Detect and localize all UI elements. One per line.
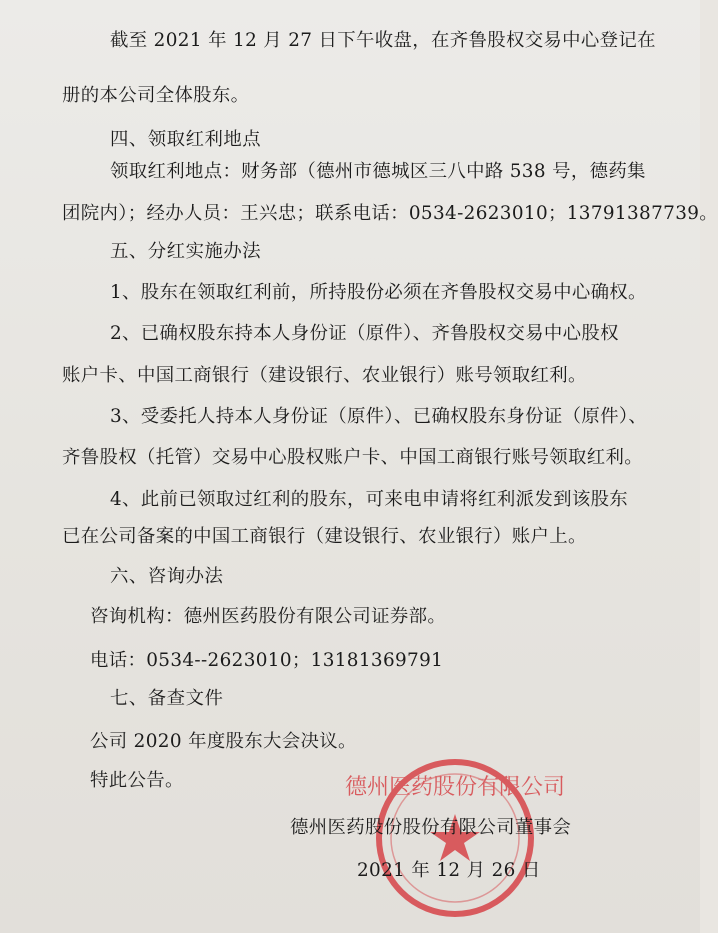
body-line-12: 4、此前已领取过红利的股东，可来电申请将红利派发到该股东	[110, 489, 629, 510]
body-line-1: 截至 2021 年 12 月 27 日下午收盘，在齐鲁股权交易中心登记在	[110, 30, 656, 51]
body-line-5: 团院内）；经办人员：王兴忠；联系电话：0534-2623010；13791387739。	[62, 203, 718, 224]
body-line-18: 公司 2020 年度股东大会决议。	[90, 731, 357, 752]
section-heading-5: 五、分红实施办法	[110, 241, 262, 262]
body-line-4: 领取红利地点：财务部（德州市德城区三八中路 538 号，德药集	[110, 161, 646, 182]
body-line-13: 已在公司备案的中国工商银行（建设银行、农业银行）账户上。	[62, 526, 587, 547]
body-line-2: 册的本公司全体股东。	[62, 85, 250, 106]
body-line-11: 齐鲁股权（托管）交易中心股权账户卡、中国工商银行账号领取红利。	[62, 447, 643, 468]
svg-text:德州医药股份有限公司: 德州医药股份有限公司	[344, 775, 566, 800]
body-line-16: 电话：0534--2623010；13181369791	[90, 650, 444, 671]
body-line-19: 特此公告。	[90, 770, 184, 791]
body-line-10: 3、受委托人持本人身份证（原件）、已确权股东身份证（原件）、	[110, 406, 648, 427]
body-line-7: 1、股东在领取红利前，所持股份必须在齐鲁股权交易中心确权。	[110, 282, 647, 303]
section-heading-6: 六、咨询办法	[110, 566, 224, 587]
body-line-9: 账户卡、中国工商银行（建设银行、农业银行）账号领取红利。	[62, 365, 587, 386]
signature-date: 2021 年 12 月 26 日	[357, 860, 541, 881]
body-line-8: 2、已确权股东持本人身份证（原件）、齐鲁股权交易中心股权	[110, 323, 619, 344]
signature-company: 德州医药股份股份有限公司董事会	[290, 817, 572, 838]
section-heading-7: 七、备查文件	[110, 688, 224, 709]
section-heading-4: 四、领取红利地点	[110, 129, 262, 150]
body-line-15: 咨询机构：德州医药股份有限公司证券部。	[90, 606, 447, 627]
